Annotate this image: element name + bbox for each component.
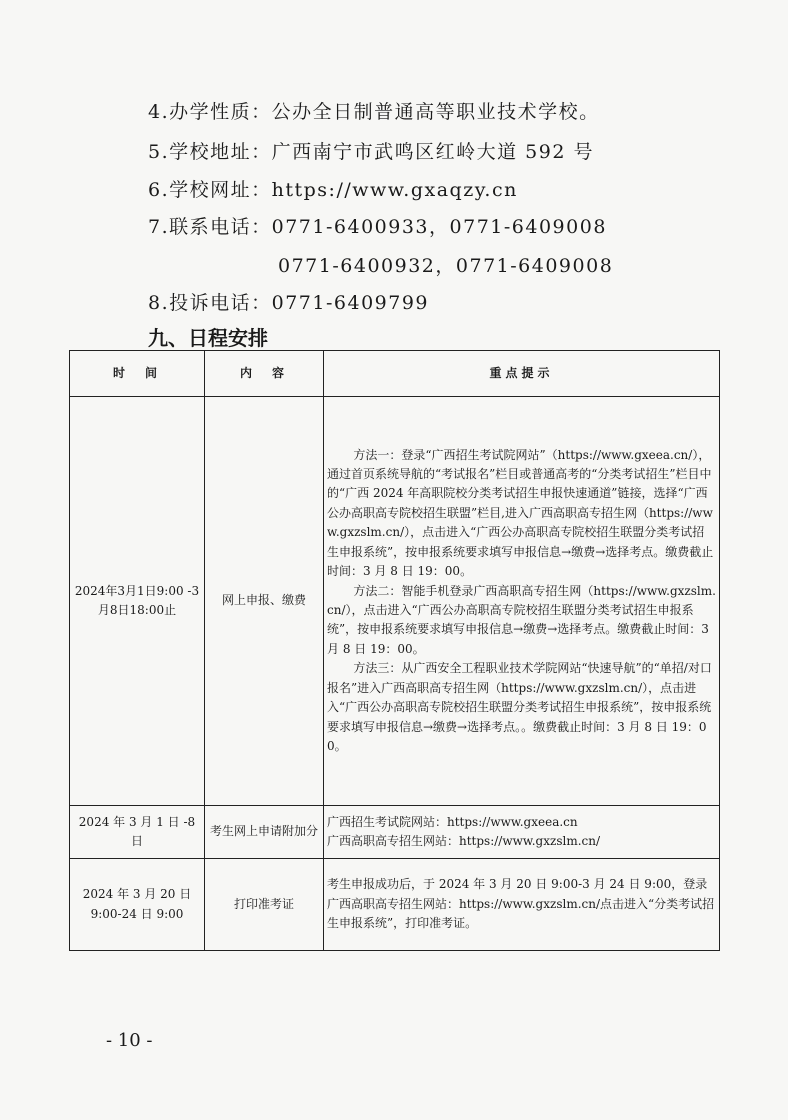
tip-zslm-site: 广西高职高专招生网站：https://www.gxzslm.cn/ — [327, 834, 601, 848]
tip-exam-site: 广西招生考试院网站：https://www.gxeea.cn — [327, 814, 578, 829]
info-line-complaint: 8.投诉电话：0771-6409799 — [148, 292, 430, 314]
schedule-table — [69, 350, 720, 951]
row-time: 2024 年 3 月 1 日 -8 日 — [70, 806, 205, 859]
row-content: 网上申报、缴费 — [205, 397, 324, 806]
header-tips: 重点提示 — [324, 351, 720, 397]
section-title: 九、日程安排 — [148, 326, 268, 350]
header-content: 内 容 — [205, 351, 324, 397]
info-line-nature: 4.办学性质：公办全日制普通高等职业技术学校。 — [148, 101, 600, 123]
table-row — [70, 397, 720, 806]
tip-method-3: 方法三：从广西安全工程职业技术学院网站“快速导航”的“单招/对口报名”进入广西高职高专招生网（https://www.gxzslm.cn/），点击进入“广西公办高职高专院校招生联盟分类考试招生申报系统”，按申报系统要求填写申报信息→缴费→选择考点。。缴费截止时间：3 月 8 日 19：00。 — [327, 661, 712, 754]
tip-method-1: 方法一：登录“广西招生考试院网站”（https://www.gxeea.cn/），通过首页系统导航的“考试报名”栏目或普通高考的“分类考试招生”栏目中的“广西 2024 年高职院校分类考试招生申报快速通道”链接，选择“广西公办高职高专院校招生联盟”栏目,进入广西高职高专招生网（https://www.gxzslm.cn/），点击进入“广西公办高职高专院校招生联盟分类考试招生申报系统”，按申报系统要求填写申报信息→缴费→选择考点。缴费截止时间：3 月 8 日 19：00。 — [327, 447, 714, 579]
table-row — [70, 806, 720, 859]
row-content: 考生网上申请附加分 — [205, 806, 324, 859]
table-row — [70, 859, 720, 951]
row-content: 打印准考证 — [205, 859, 324, 951]
page-number: - 10 - — [106, 1030, 153, 1051]
info-line-address: 5.学校地址：广西南宁市武鸣区红岭大道 592 号 — [148, 141, 594, 163]
info-line-phone: 7.联系电话：0771-6400933，0771-6409008 — [148, 216, 607, 238]
info-line-phone-cont: 0771-6400932，0771-6409008 — [278, 255, 614, 277]
row-tips — [324, 859, 720, 951]
tip-print-ticket: 考生申报成功后，于 2024 年 3 月 20 日 9:00-3 月 24 日 9:00，登录广西高职高专招生网站：https://www.gxzslm.cn/点击进入“分类考试招生申报系统”，打印准考证。 — [327, 877, 715, 931]
row-time: 2024 年 3 月 20 日 9:00-24 日 9:00 — [70, 859, 205, 951]
info-line-website: 6.学校网址：https://www.gxaqzy.cn — [148, 179, 518, 201]
tip-method-2: 方法二：智能手机登录广西高职高专招生网（https://www.gxzslm.cn/），点击进入“广西公办高职高专院校招生联盟分类考试招生申报系统”，按申报系统要求填写申报信息→缴费→选择考点。缴费截止时间：3 月 8 日 19：00。 — [327, 583, 716, 656]
header-time: 时 间 — [70, 351, 205, 397]
table-header-row — [70, 351, 720, 397]
row-tips — [324, 806, 720, 859]
row-tips — [324, 397, 720, 806]
row-time: 2024年3月1日9:00 -3月8日18:00止 — [70, 397, 205, 806]
